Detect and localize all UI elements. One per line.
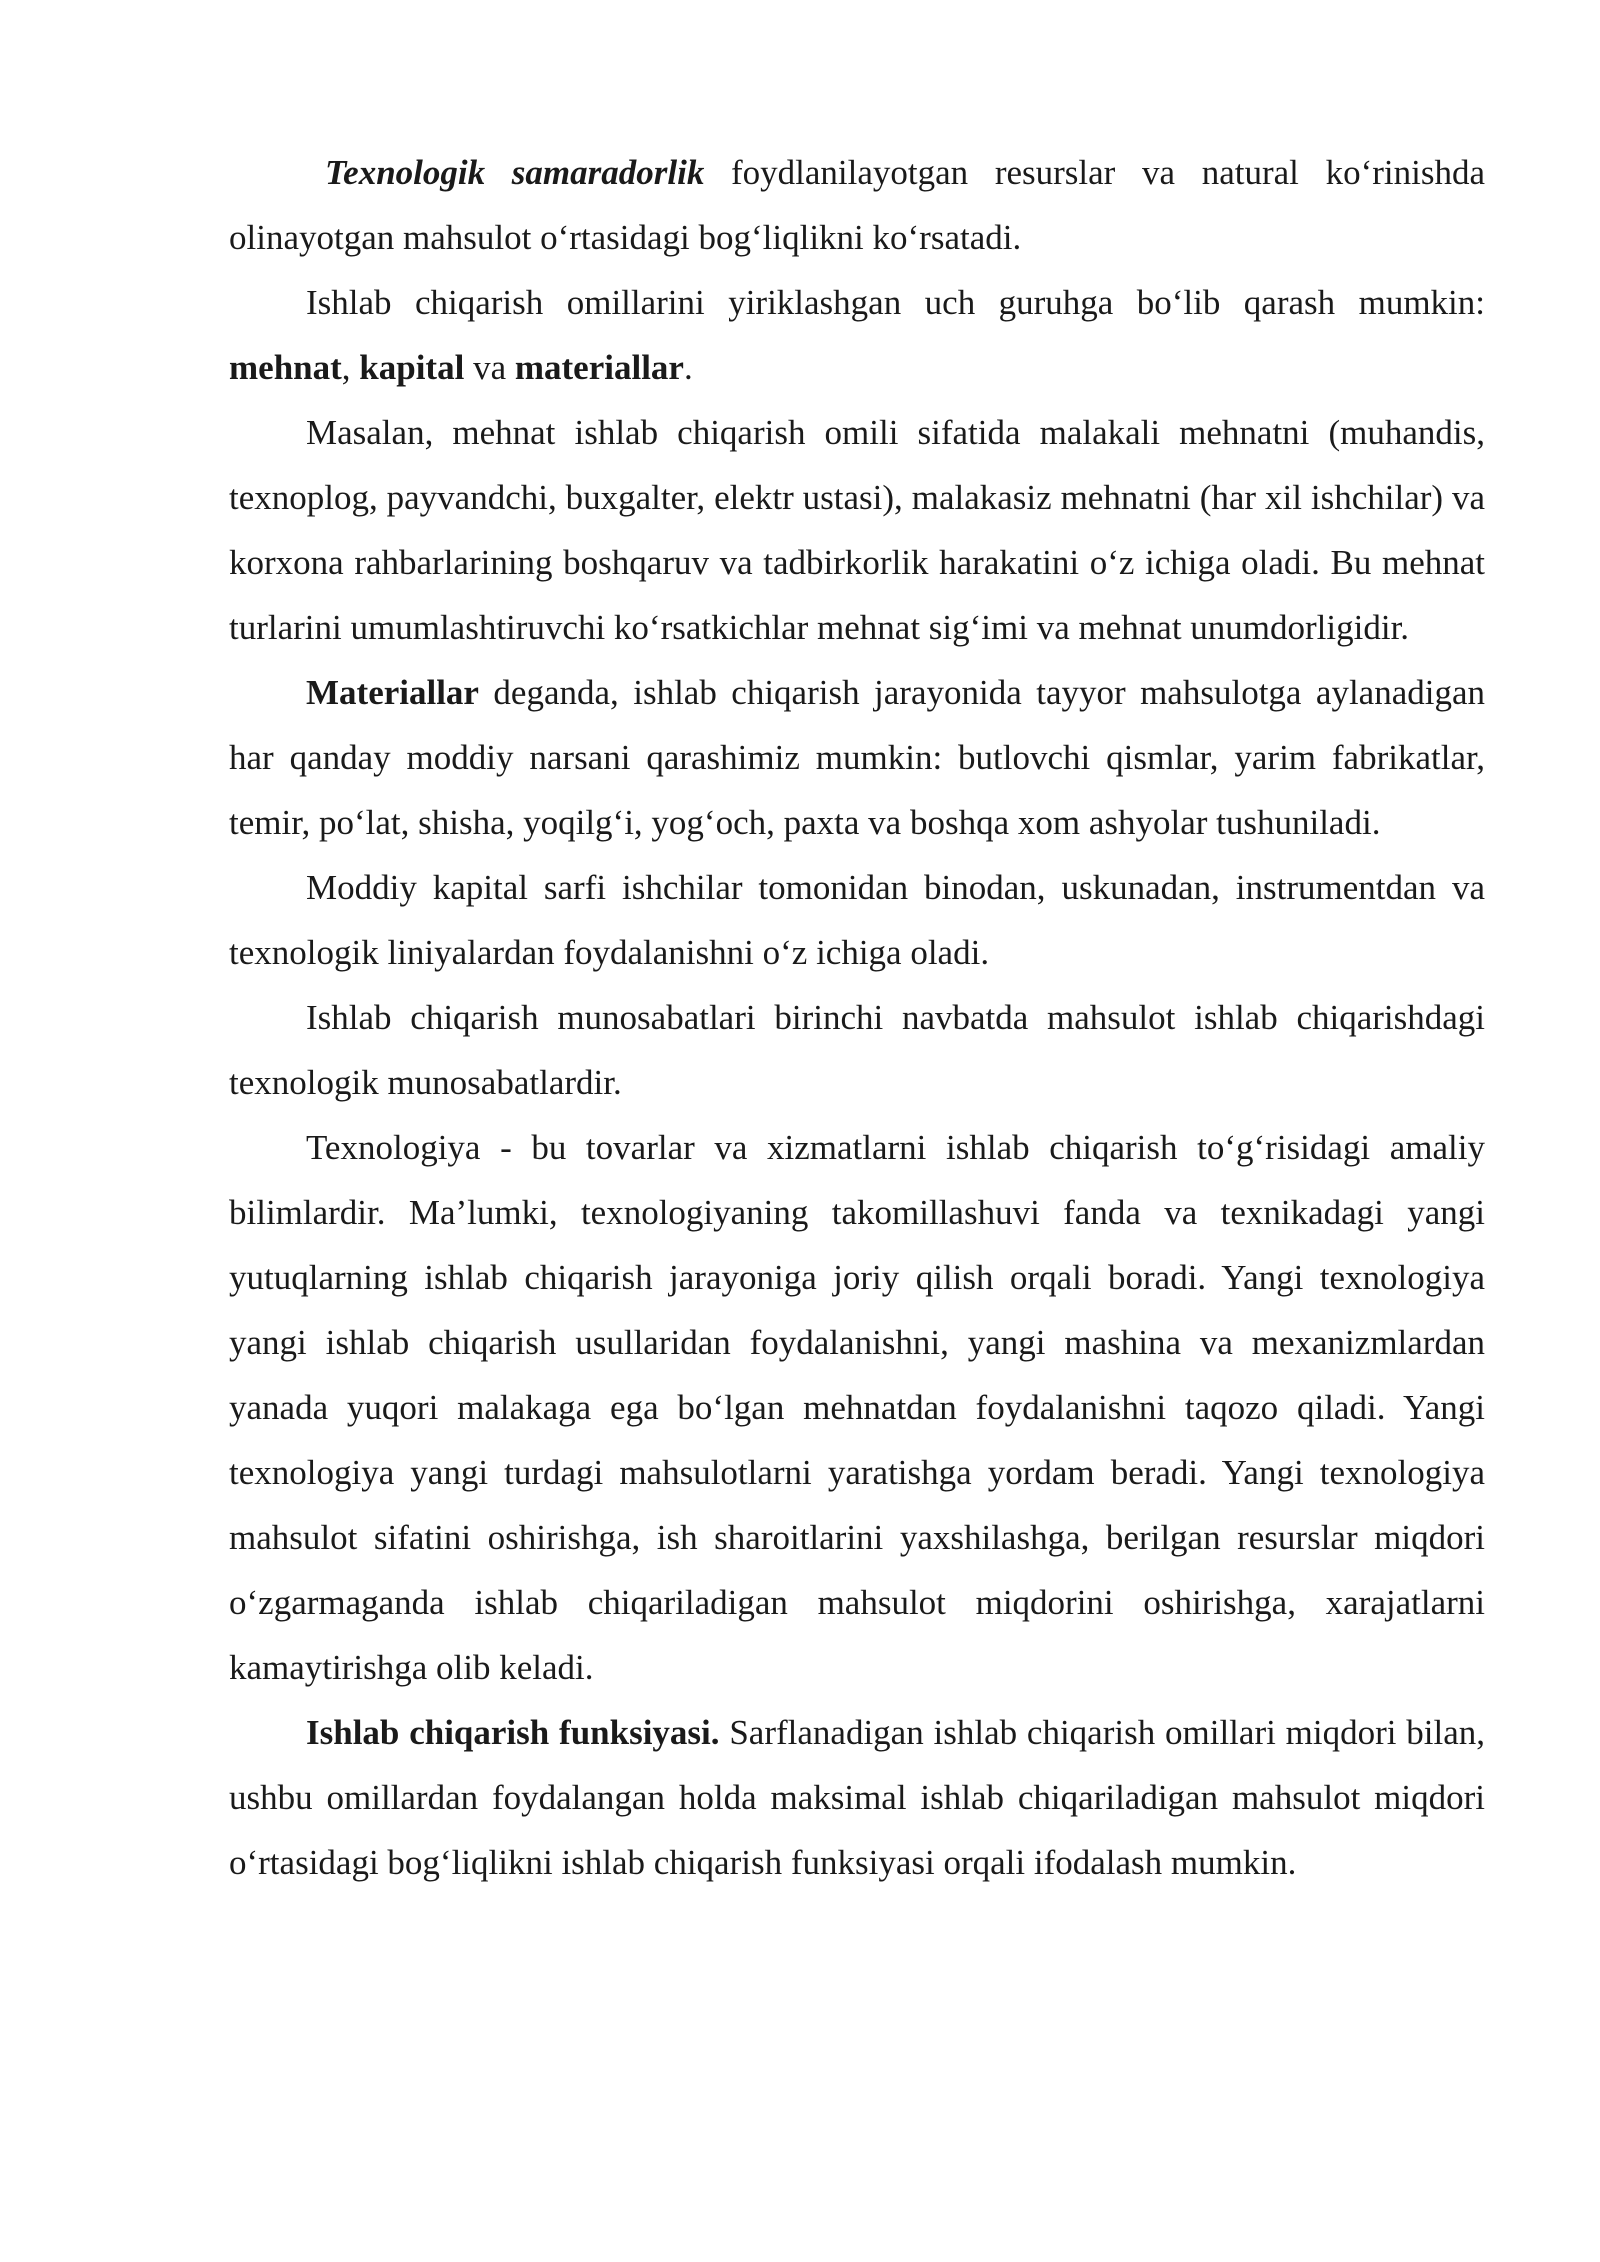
paragraph-text: Texnologiya - bu tovarlar va xizmatlarni ishlab chiqarish to‘g‘risidagi amaliy bilimlardir. Ma’lumki, texnologiyaning takomillashuvi fanda va texnikadagi yangi yutuqlarning ishlab chiqarish jarayoniga joriy qilish orqali boradi. Yangi texnologiya yangi ishlab chiqarish usullaridan foydalanishni, yangi mashina va mexanizmlardan yanada yuqori malakaga ega bo‘lgan mehnatdan foydalanishni taqozo qiladi. Yangi texnologiya yangi turdagi mahsulotlarni yaratishga yordam beradi. Yangi texnologiya mahsulot sifatini oshirishga, ish sharoitlarini yaxshilashga, berilgan resurslar miqdori o‘zgarmaganda ishlab chiqariladigan mahsulot miqdorini oshirishga, xarajatlarni kamaytirishga olib keladi.: [229, 1128, 1485, 1687]
paragraph-production-relations: [229, 985, 1485, 1115]
paragraph-technology: [229, 1115, 1485, 1700]
paragraph-text: Sarflanadigan ishlab chiqarish omillari miqdori bilan, ushbu omillardan foydalangan holda maksimal ishlab chiqariladigan mahsulot miqdori o‘rtasidagi bog‘liqlikni ishlab chiqarish funksiyasi orqali ifodalash mumkin.: [229, 1713, 1485, 1882]
separator-text: va: [464, 348, 515, 387]
paragraph-production-function: [229, 1700, 1485, 1895]
document-page: [229, 140, 1485, 1895]
paragraph-end: .: [683, 348, 693, 387]
paragraph-text: Ishlab chiqarish munosabatlari birinchi navbatda mahsulot ishlab chiqarishdagi texnologik munosabatlardir.: [229, 998, 1485, 1102]
paragraph-text: deganda, ishlab chiqarish jarayonida tayyor mahsulotga aylanadigan har qanday moddiy narsani qarashimiz mumkin: butlovchi qismlar, yarim fabrikatlar, temir, po‘lat, shisha, yoqilg‘i, yog‘och, paxta va boshqa xom ashyolar tushuniladi.: [229, 673, 1485, 842]
paragraph-text: Moddiy kapital sarfi ishchilar tomonidan binodan, uskunadan, instrumentdan va texnologik liniyalardan foydalanishni o‘z ichiga oladi.: [229, 868, 1485, 972]
term-labor: mehnat: [229, 348, 342, 387]
paragraph-capital: [229, 855, 1485, 985]
paragraph-text: foydlanilayotgan resurslar va natural ko‘rinishda olinayotgan mahsulot o‘rtasidagi bog‘liqlikni ko‘rsatadi.: [229, 153, 1485, 257]
term-materials-lead: Materiallar: [306, 673, 479, 712]
paragraph-technological-efficiency: [229, 140, 1485, 270]
paragraph-text: Ishlab chiqarish omillarini yiriklashgan uch guruhga bo‘lib qarash mumkin:: [306, 283, 1485, 322]
paragraph-text: Masalan, mehnat ishlab chiqarish omili sifatida malakali mehnatni (muhandis, texnoplog, payvandchi, buxgalter, elektr ustasi), malakasiz mehnatni (har xil ishchilar) va korxona rahbarlarining boshqaruv va tadbirkorlik harakatini o‘z ichiga oladi. Bu mehnat turlarini umumlashtiruvchi ko‘rsatkichlar mehnat sig‘imi va mehnat unumdorligidir.: [229, 413, 1485, 647]
term-capital: kapital: [359, 348, 465, 387]
term-production-function: Ishlab chiqarish funksiyasi.: [306, 1713, 720, 1752]
term-technological-efficiency: Texnologik samaradorlik: [325, 153, 705, 192]
paragraph-production-factors: [229, 270, 1485, 400]
separator-text: ,: [341, 348, 360, 387]
paragraph-labor: [229, 400, 1485, 660]
paragraph-materials: [229, 660, 1485, 855]
term-materials: materiallar: [514, 348, 684, 387]
